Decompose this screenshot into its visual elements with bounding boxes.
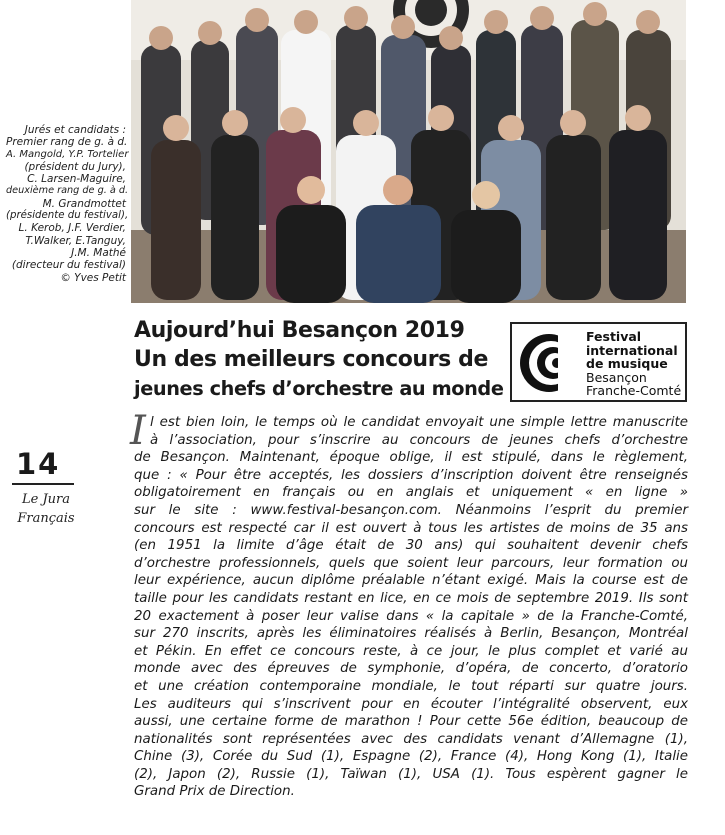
article-line: Les auditeurs qui s’inscrivent pour en écouter l’intégralité observent, eux — [134, 696, 688, 712]
photo-credit: © Yves Petit — [60, 271, 126, 284]
article-line: Chine (3), Corée du Sud (1), Espagne (2), France (4), Hong Kong (1), Italie — [134, 749, 688, 765]
article-line: l est bien loin, le temps où le candidat envoyait une simple lettre manuscrite — [150, 415, 688, 430]
article-line: que : « Pour être acceptés, les dossiers d’inscription doivent être renseignés — [134, 467, 688, 483]
article-line: taille pour les candidats restant en lice, en ce mois de septembre 2019. Ils sont — [134, 590, 688, 606]
article-line: (2), Japon (2), Russie (1), Taïwan (1), USA (1). Tous espèrent gagner le — [134, 766, 688, 782]
article-dropcap: I — [130, 408, 146, 454]
caption-line: (directeur du festival) — [11, 259, 126, 272]
caption-line: T.Walker, E.Tanguy, — [25, 234, 126, 247]
article-line: et une création contemporaine mondiale, le tout réparti sur quatre jours. — [134, 678, 688, 694]
article-line: sur le site : www.festival-besançon.com. Néanmoins l’esprit du premier — [134, 502, 688, 518]
article-line: nationalités sont représentées avec des candidats venant d’Allemagne (1), — [134, 731, 688, 747]
publication-name — [10, 490, 82, 528]
caption-line: deuxième rang de g. à d. — [6, 185, 129, 197]
festival-logo-text — [586, 330, 681, 398]
article-line: d’orchestre professionnels, quels que soient leur parcours, leur formation ou — [134, 555, 688, 571]
headline-line2: Un des meilleurs concours de — [134, 347, 488, 372]
caption-line: L. Kerob, J.F. Verdier, — [18, 222, 126, 235]
headline-line1: Aujourd’hui Besançon 2019 — [134, 318, 465, 343]
article-line: Grand Prix de Direction. — [134, 784, 295, 800]
article-line: sur 270 inscrits, après les éliminatoires réalisés à Berlin, Besançon, Montréal — [134, 626, 688, 642]
logo-line2: international — [586, 342, 678, 358]
article-line: 20 exactement à poser leur valise dans « la capitale » de la Franche-Comté, — [134, 608, 688, 624]
caption-line: Premier rang de g. à d. — [6, 136, 128, 149]
logo-line5: Franche-Comté — [586, 383, 682, 398]
article-line: de Besançon. Maintenant, époque oblige, il est stipulé, dans le règlement, — [134, 450, 688, 466]
caption-line: C. Larsen-Maguire, — [27, 173, 126, 186]
publication-name-line2: Français — [17, 511, 75, 526]
festival-emblem-icon — [518, 332, 580, 394]
photo-caption — [6, 124, 129, 284]
article-line: concours est respecté car il est ouvert à tous les artistes de moins de 35 ans — [134, 520, 688, 536]
publication-name-line1: Le Jura — [21, 492, 70, 507]
article-line: obligatoirement en français ou en anglais et uniquement « en ligne » — [134, 485, 688, 501]
article-line: leur expérience, aucun diplôme préalable n’étant exigé. Mais la course est de — [134, 573, 688, 589]
caption-line: A. Mangold, Y.P. Tortelier — [6, 148, 129, 160]
headline-line3: jeunes chefs d’orchestre au monde — [134, 377, 504, 400]
festival-logo — [510, 322, 687, 402]
caption-line: Jurés et candidats : — [24, 124, 126, 136]
article-line: et Pékin. En effet ce concours reste, à ce jour, le plus complet et varié au — [134, 643, 688, 659]
logo-line4: Besançon — [586, 369, 647, 385]
group-photo — [131, 0, 686, 303]
logo-line1: Festival — [586, 329, 642, 344]
article-body — [134, 414, 688, 801]
article-line: (en 1951 la limite d’âge était de 30 ans) qui souhaitent devenir chefs — [134, 538, 688, 554]
group-photo-illustration — [131, 0, 686, 303]
article-line: aussi, une certaine forme de marathon ! Pour cette 56e édition, beaucoup de — [134, 714, 688, 730]
article-headline — [134, 316, 504, 403]
caption-line: J.M. Mathé — [71, 246, 126, 259]
caption-line: (présidente du festival), — [6, 210, 129, 222]
article-line: à l’association, pour s’inscrire au concours de jeunes chefs d’orchestre — [150, 432, 688, 448]
caption-line: (président du Jury), — [24, 160, 126, 173]
page-number-rule — [12, 483, 74, 485]
page-number: 14 — [16, 447, 61, 481]
caption-line: M. Grandmottet — [42, 197, 126, 210]
logo-line3: de musique — [586, 356, 668, 371]
article-line: monde avec des épreuves de symphonie, d’opéra, de concerto, d’oratorio — [134, 661, 688, 677]
